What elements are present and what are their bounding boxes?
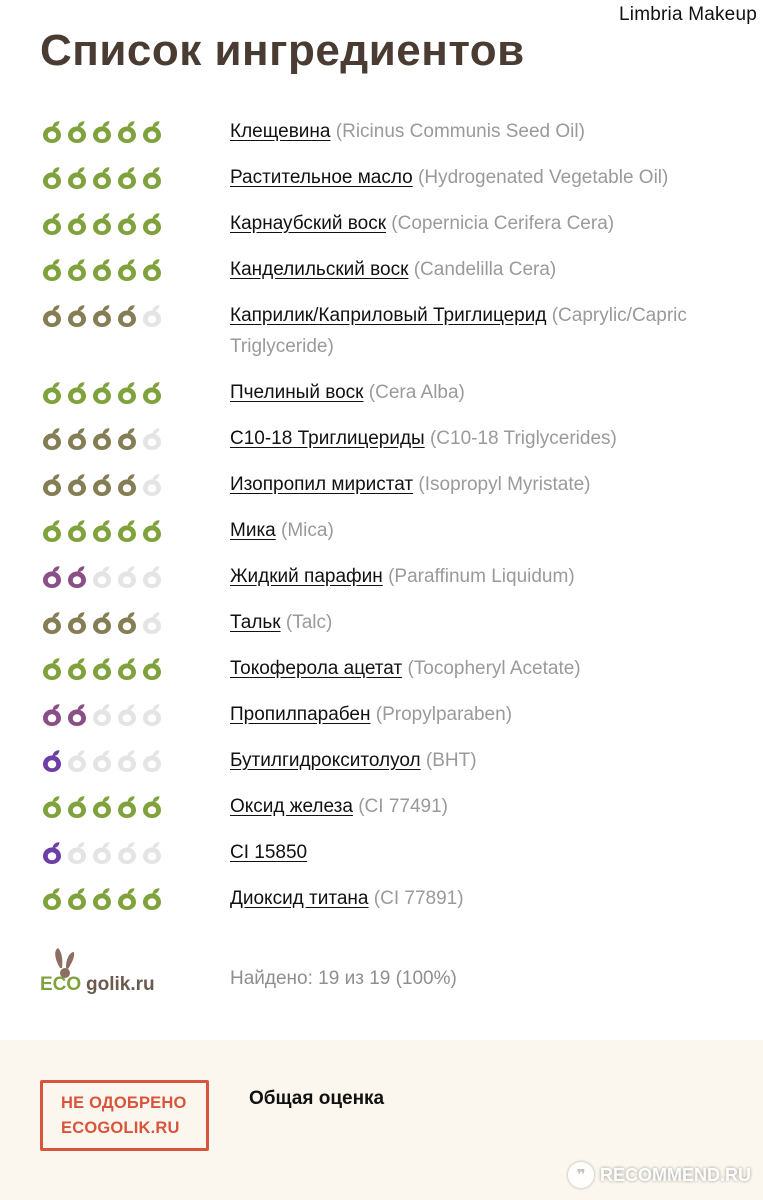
ingredient-row [0, 300, 763, 362]
ingredient-inci-name: (Ricinus Communis Seed Oil) [335, 121, 585, 142]
rating-drop-filled-icon [90, 427, 114, 451]
ingredient-text [230, 699, 763, 730]
rating-drop-filled-icon [90, 166, 114, 190]
rating-drop-filled-icon [115, 212, 139, 236]
ecogolik-logo-mark [40, 946, 190, 1006]
safety-rating [0, 377, 230, 408]
rating-drop-filled-icon [65, 887, 89, 911]
rating-drop-filled-icon [115, 166, 139, 190]
ingredient-inci-name: (Talc) [285, 612, 333, 633]
ingredient-row [0, 208, 763, 239]
ingredient-inci-name: (Mica) [281, 520, 334, 541]
safety-rating [0, 699, 230, 730]
ingredient-text [230, 254, 763, 285]
ingredient-name-link[interactable]: Бутилгидрокситолуол [230, 750, 421, 771]
ingredient-inci-name: (Paraffinum Liquidum) [388, 566, 575, 587]
rating-drop-filled-icon [90, 657, 114, 681]
ingredient-name-link[interactable]: Пропилпарабен [230, 704, 371, 725]
overall-summary [0, 1040, 763, 1200]
rating-drop-filled-icon [65, 212, 89, 236]
rating-drop-filled-icon [90, 473, 114, 497]
rating-drop-filled-icon [65, 703, 89, 727]
rating-drop-filled-icon [40, 703, 64, 727]
safety-rating [0, 116, 230, 147]
rating-drop-filled-icon [40, 611, 64, 635]
ecogolik-logo[interactable] [0, 946, 230, 1006]
stamp-line-1: НЕ ОДОБРЕНО [61, 1093, 187, 1112]
ingredient-row [0, 423, 763, 454]
ingredient-row [0, 254, 763, 285]
ingredient-inci-name: (BHT) [425, 750, 477, 771]
rating-drop-filled-icon [65, 565, 89, 589]
rating-drop-filled-icon [90, 304, 114, 328]
ingredient-name-link[interactable]: Изопропил миристат [230, 474, 414, 495]
ingredient-row [0, 469, 763, 500]
recommend-logo-icon: ❞ [568, 1162, 594, 1188]
safety-rating [0, 300, 230, 331]
safety-rating [0, 162, 230, 193]
rating-drop-filled-icon [115, 887, 139, 911]
rating-drop-filled-icon [140, 166, 164, 190]
rating-drop-empty-icon [140, 749, 164, 773]
ingredient-row [0, 561, 763, 592]
rating-drop-filled-icon [65, 258, 89, 282]
ingredient-row [0, 116, 763, 147]
rating-drop-filled-icon [65, 795, 89, 819]
ingredient-name-link[interactable]: Мика [230, 520, 276, 541]
ingredient-row [0, 653, 763, 684]
rating-drop-empty-icon [140, 703, 164, 727]
rating-drop-filled-icon [140, 120, 164, 144]
ingredient-text [230, 515, 763, 546]
ingredient-text [230, 300, 763, 362]
rating-drop-filled-icon [140, 795, 164, 819]
ingredient-row [0, 607, 763, 638]
ingredient-row [0, 162, 763, 193]
rating-drop-filled-icon [40, 166, 64, 190]
ingredient-inci-name: (Caprylic/Capric Triglyceride) [230, 305, 687, 357]
rating-drop-empty-icon [140, 611, 164, 635]
safety-rating [0, 423, 230, 454]
ingredient-name-link[interactable]: Карнаубский воск [230, 213, 387, 234]
rating-drop-filled-icon [90, 258, 114, 282]
ingredient-text [230, 745, 763, 776]
rating-drop-filled-icon [40, 381, 64, 405]
ingredient-name-link[interactable]: Токоферола ацетат [230, 658, 403, 679]
ingredient-name-link[interactable]: Канделильский воск [230, 259, 409, 280]
ingredient-row [0, 377, 763, 408]
safety-rating [0, 745, 230, 776]
rating-drop-filled-icon [65, 473, 89, 497]
ingredient-row [0, 699, 763, 730]
ingredient-inci-name: (Propylparaben) [375, 704, 513, 725]
rating-drop-filled-icon [140, 519, 164, 543]
rating-drop-empty-icon [115, 703, 139, 727]
ingredient-text [230, 208, 763, 239]
safety-rating [0, 883, 230, 914]
rating-drop-filled-icon [65, 519, 89, 543]
ingredient-row [0, 791, 763, 822]
ingredient-row [0, 745, 763, 776]
results-footer [0, 946, 763, 1006]
rating-drop-empty-icon [140, 565, 164, 589]
rating-drop-filled-icon [115, 795, 139, 819]
ingredient-name-link[interactable]: Диоксид титана [230, 888, 369, 909]
rating-drop-filled-icon [40, 427, 64, 451]
rating-drop-filled-icon [40, 795, 64, 819]
ingredient-text [230, 653, 763, 684]
rating-drop-filled-icon [115, 120, 139, 144]
rating-drop-empty-icon [90, 841, 114, 865]
rating-drop-empty-icon [140, 473, 164, 497]
rating-drop-filled-icon [90, 381, 114, 405]
rating-drop-empty-icon [65, 749, 89, 773]
safety-rating [0, 254, 230, 285]
safety-rating [0, 561, 230, 592]
ingredient-text [230, 607, 763, 638]
ingredient-row [0, 883, 763, 914]
safety-rating [0, 208, 230, 239]
ingredient-inci-name: (Copernicia Cerifera Cera) [391, 213, 615, 234]
rating-drop-filled-icon [115, 258, 139, 282]
svg-text:ECO: ECO [40, 974, 82, 995]
ingredient-row [0, 837, 763, 868]
rating-drop-filled-icon [140, 887, 164, 911]
ingredient-name-link[interactable]: Каприлик/Каприловый Триглицерид [230, 305, 547, 326]
safety-rating [0, 653, 230, 684]
ingredient-name-link[interactable]: Растительное масло [230, 167, 413, 188]
rating-drop-filled-icon [90, 212, 114, 236]
rating-drop-filled-icon [40, 473, 64, 497]
ingredient-text [230, 423, 763, 454]
ingredient-inci-name: (Isopropyl Myristate) [418, 474, 591, 495]
ingredient-name-link[interactable]: Тальк [230, 612, 281, 633]
ingredient-text [230, 116, 763, 147]
ingredient-text [230, 377, 763, 408]
ingredient-text [230, 791, 763, 822]
ingredient-list [0, 116, 763, 929]
rating-drop-filled-icon [65, 427, 89, 451]
rating-drop-filled-icon [40, 519, 64, 543]
overall-rating-label: Общая оценка [249, 1088, 385, 1109]
rating-drop-filled-icon [65, 381, 89, 405]
rating-drop-empty-icon [115, 749, 139, 773]
ingredient-inci-name: (CI 77491) [358, 796, 449, 817]
rating-drop-filled-icon [40, 212, 64, 236]
rating-drop-filled-icon [115, 473, 139, 497]
rating-drop-empty-icon [140, 841, 164, 865]
rating-drop-filled-icon [115, 519, 139, 543]
rating-drop-empty-icon [140, 427, 164, 451]
rating-drop-empty-icon [140, 304, 164, 328]
stamp-line-2: ECOGOLIK.RU [61, 1118, 180, 1137]
ingredient-inci-name: (Cera Alba) [368, 382, 465, 403]
rating-drop-filled-icon [140, 381, 164, 405]
ingredient-name-link[interactable]: Оксид железа [230, 796, 353, 817]
rating-drop-filled-icon [40, 657, 64, 681]
ingredient-name-link[interactable]: Клещевина [230, 121, 331, 142]
ingredient-inci-name: (Hydrogenated Vegetable Oil) [418, 167, 669, 188]
rating-drop-empty-icon [90, 749, 114, 773]
rating-drop-filled-icon [140, 258, 164, 282]
rating-drop-filled-icon [65, 611, 89, 635]
ingredient-text [230, 837, 763, 868]
rating-drop-filled-icon [115, 657, 139, 681]
rating-drop-filled-icon [90, 887, 114, 911]
ingredient-inci-name: (C10-18 Triglycerides) [429, 428, 617, 449]
ingredient-text [230, 883, 763, 914]
rating-drop-filled-icon [65, 657, 89, 681]
rating-drop-filled-icon [65, 166, 89, 190]
rating-drop-filled-icon [115, 427, 139, 451]
rating-drop-filled-icon [90, 611, 114, 635]
safety-rating [0, 607, 230, 638]
rating-drop-filled-icon [65, 304, 89, 328]
rating-drop-filled-icon [115, 304, 139, 328]
safety-rating [0, 837, 230, 868]
rating-drop-filled-icon [90, 795, 114, 819]
rating-drop-filled-icon [40, 887, 64, 911]
rating-drop-filled-icon [40, 749, 64, 773]
ingredient-text [230, 162, 763, 193]
ingredient-text [230, 469, 763, 500]
rating-drop-empty-icon [115, 565, 139, 589]
rating-drop-filled-icon [115, 381, 139, 405]
not-approved-stamp [40, 1080, 209, 1151]
rating-drop-filled-icon [40, 258, 64, 282]
rating-drop-filled-icon [65, 120, 89, 144]
rating-drop-empty-icon [65, 841, 89, 865]
rating-drop-empty-icon [90, 703, 114, 727]
ingredient-inci-name: (CI 77891) [373, 888, 464, 909]
ingredient-name-link[interactable]: CI 15850 [230, 842, 308, 863]
ingredient-inci-name: (Tocopheryl Acetate) [407, 658, 581, 679]
rating-drop-empty-icon [115, 841, 139, 865]
ingredient-row [0, 515, 763, 546]
safety-rating [0, 791, 230, 822]
ingredient-inci-name: (Candelilla Cera) [413, 259, 557, 280]
ingredient-name-link[interactable]: Жидкий парафин [230, 566, 383, 587]
rating-drop-filled-icon [40, 841, 64, 865]
rating-drop-filled-icon [140, 212, 164, 236]
safety-rating [0, 515, 230, 546]
rating-drop-filled-icon [40, 304, 64, 328]
rating-drop-filled-icon [90, 120, 114, 144]
rating-drop-filled-icon [40, 565, 64, 589]
rating-drop-empty-icon [90, 565, 114, 589]
recommend-watermark [568, 1162, 751, 1188]
ingredient-name-link[interactable]: С10-18 Триглицериды [230, 428, 425, 449]
found-count: Найдено: 19 из 19 (100%) [230, 968, 457, 989]
rating-drop-filled-icon [90, 519, 114, 543]
ingredient-name-link[interactable]: Пчелиный воск [230, 382, 364, 403]
page-title: Список ингредиентов [40, 26, 525, 75]
rating-drop-filled-icon [140, 657, 164, 681]
svg-text:golik.ru: golik.ru [86, 974, 155, 995]
ingredient-text [230, 561, 763, 592]
rating-drop-filled-icon [115, 611, 139, 635]
recommend-watermark-text: RECOMMEND.RU [600, 1164, 751, 1185]
safety-rating [0, 469, 230, 500]
rating-drop-filled-icon [40, 120, 64, 144]
author-watermark: Limbria Makeup [619, 4, 757, 25]
